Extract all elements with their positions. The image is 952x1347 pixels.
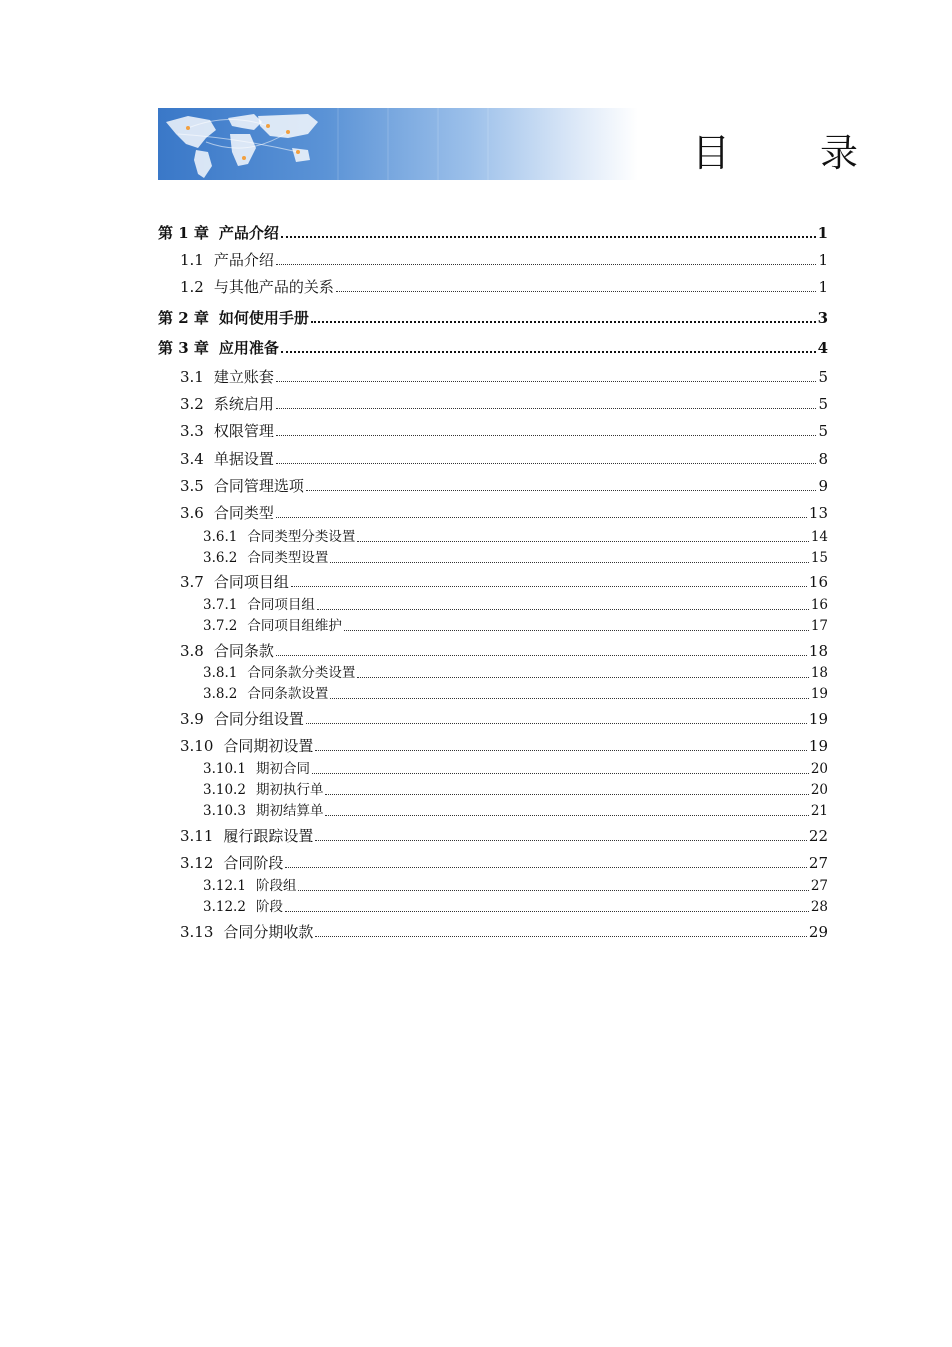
toc-page-number: 1 [818, 251, 828, 269]
toc-entry-label [180, 829, 313, 844]
dot-leader [315, 750, 806, 751]
toc-entry-text: 合同项目组维护 [247, 618, 342, 634]
toc-page-number: 21 [810, 803, 828, 819]
toc-entry-text: 合同类型 [213, 504, 274, 522]
dot-leader [325, 815, 808, 816]
toc-page-number: 22 [808, 827, 828, 845]
dot-leader [336, 291, 817, 292]
toc-entry-number: 3.10.3 [203, 803, 246, 819]
toc-entry-label [203, 667, 355, 681]
toc-entry-number: 3.10 [180, 737, 214, 755]
toc-entry[interactable] [158, 424, 828, 439]
dot-leader [330, 698, 808, 699]
toc-entry-text: 合同条款分类设置 [247, 665, 356, 681]
toc-entry-label [180, 397, 274, 412]
toc-entry-number: 3.5 [180, 477, 204, 495]
toc-page-number: 16 [810, 597, 828, 613]
toc-entry[interactable] [158, 763, 828, 777]
dot-leader [276, 408, 817, 409]
toc-entry-text: 产品介绍 [213, 251, 274, 269]
toc-entry[interactable] [158, 575, 828, 590]
toc-entry-number: 3.3 [180, 422, 204, 440]
toc-entry-label [180, 253, 274, 268]
toc-entry[interactable] [158, 667, 828, 681]
toc-entry[interactable] [158, 370, 828, 385]
dot-leader [317, 609, 809, 610]
toc-entry-number: 第 2 章 [158, 309, 209, 327]
toc-page-number: 17 [810, 618, 828, 634]
toc-entry-text: 合同条款设置 [247, 686, 329, 702]
toc-page-number: 5 [818, 368, 828, 386]
toc-entry-label [203, 531, 355, 545]
toc-entry[interactable] [158, 644, 828, 659]
toc-entry-text: 系统启用 [213, 395, 274, 413]
toc-entry-text: 产品介绍 [218, 224, 279, 242]
toc-page-number: 4 [817, 339, 828, 357]
toc-page-number: 1 [817, 224, 828, 242]
dot-leader [306, 490, 817, 491]
toc-entry-number: 第 3 章 [158, 339, 209, 357]
toc-entry-text: 履行跟踪设置 [223, 827, 314, 845]
toc-entry-number: 3.2 [180, 395, 204, 413]
toc-page-number: 13 [808, 504, 828, 522]
toc-entry-number: 3.6 [180, 504, 204, 522]
toc-entry[interactable] [158, 829, 828, 844]
dot-leader [315, 840, 806, 841]
toc-page-number: 19 [808, 710, 828, 728]
dot-leader [298, 890, 808, 891]
toc-entry-text: 合同类型设置 [247, 550, 329, 566]
dot-leader [276, 463, 817, 464]
toc-page-number: 18 [810, 665, 828, 681]
toc-page-number: 8 [818, 450, 828, 468]
toc-page-number: 5 [818, 395, 828, 413]
dot-leader [357, 541, 808, 542]
toc-entry-number: 3.12.2 [203, 899, 246, 915]
toc-page-number: 18 [808, 642, 828, 660]
toc-entry-label [203, 784, 323, 798]
toc-entry-number: 3.8 [180, 642, 204, 660]
dot-leader [344, 630, 809, 631]
toc-entry-text: 阶段 [255, 899, 283, 915]
toc-entry-number: 3.10.1 [203, 761, 246, 777]
toc-entry[interactable] [158, 620, 828, 634]
toc-entry-label [180, 479, 304, 494]
toc-entry-label [203, 805, 323, 819]
toc-entry-label [158, 341, 279, 356]
toc-entry-number: 第 1 章 [158, 224, 209, 242]
toc-page-number: 14 [810, 529, 828, 545]
dot-leader [315, 936, 806, 937]
toc-page-number: 1 [818, 278, 828, 296]
dot-leader [291, 586, 807, 587]
toc-entry-number: 3.7.1 [203, 597, 238, 613]
toc-entry[interactable] [158, 805, 828, 819]
toc-entry-number: 3.8.1 [203, 665, 238, 681]
toc-entry-label [180, 506, 274, 521]
toc-entry[interactable] [158, 311, 828, 326]
toc-entry-number: 3.4 [180, 450, 204, 468]
world-map-icon [158, 108, 638, 180]
toc-entry-number: 3.1 [180, 368, 204, 386]
toc-entry[interactable] [158, 479, 828, 494]
dot-leader [330, 562, 808, 563]
toc-entry-text: 阶段组 [255, 878, 297, 894]
toc-entry[interactable] [158, 397, 828, 412]
toc-entry-text: 如何使用手册 [218, 309, 309, 327]
toc-page-number: 20 [810, 761, 828, 777]
dot-leader [285, 867, 806, 868]
toc-page-number: 20 [810, 782, 828, 798]
toc-entry[interactable] [158, 341, 828, 356]
toc-entry-label [180, 712, 304, 727]
toc-entry-text: 期初结算单 [255, 803, 324, 819]
dot-leader [276, 517, 807, 518]
toc-entry-text: 合同分期收款 [223, 923, 314, 941]
toc-page-number: 28 [810, 899, 828, 915]
toc-page-number: 19 [808, 737, 828, 755]
toc-entry-label [180, 739, 313, 754]
dot-leader [276, 435, 817, 436]
page-title: 目 录 [692, 131, 885, 175]
toc-entry-text: 建立账套 [213, 368, 274, 386]
toc-entry[interactable] [158, 452, 828, 467]
toc-entry[interactable] [158, 856, 828, 871]
toc-entry[interactable] [158, 599, 828, 613]
toc-page-number: 27 [810, 878, 828, 894]
toc-entry-text: 合同项目组 [213, 573, 289, 591]
toc-entry-label [180, 856, 283, 871]
toc-entry-label [180, 644, 274, 659]
toc-entry-text: 合同分组设置 [213, 710, 304, 728]
toc-entry[interactable] [158, 784, 828, 798]
toc-entry[interactable] [158, 925, 828, 940]
toc-entry-label [180, 424, 274, 439]
toc-entry-number: 3.6.2 [203, 550, 238, 566]
dot-leader [312, 773, 809, 774]
toc-entry-label [203, 880, 296, 894]
toc-entry-label [158, 311, 309, 326]
toc-entry-label [203, 763, 310, 777]
toc-entry-number: 3.12 [180, 854, 214, 872]
dot-leader [306, 723, 807, 724]
toc-entry[interactable] [158, 552, 828, 566]
toc-entry-text: 期初执行单 [255, 782, 324, 798]
toc-entry-label [203, 901, 283, 915]
toc-entry-label [180, 452, 274, 467]
toc-entry-number: 3.11 [180, 827, 214, 845]
toc-entry[interactable] [158, 226, 828, 241]
toc-entry-text: 期初合同 [255, 761, 310, 777]
toc-entry-label [203, 688, 328, 702]
toc-entry-text: 合同项目组 [247, 597, 315, 613]
dot-leader [311, 321, 816, 323]
toc-entry-number: 3.9 [180, 710, 204, 728]
dot-leader [276, 381, 817, 382]
dot-leader [285, 911, 809, 912]
toc-page-number: 27 [808, 854, 828, 872]
toc-page-number: 16 [808, 573, 828, 591]
toc-entry-label [203, 620, 342, 634]
toc-entry-text: 合同管理选项 [213, 477, 304, 495]
toc-entry[interactable] [158, 506, 828, 521]
toc-entry-text: 权限管理 [213, 422, 274, 440]
dot-leader [357, 677, 808, 678]
dot-leader [281, 236, 816, 238]
toc-entry-number: 3.12.1 [203, 878, 246, 894]
toc-entry[interactable] [158, 901, 828, 915]
toc-entry-number: 3.8.2 [203, 686, 238, 702]
world-map-banner [158, 108, 638, 180]
toc-entry[interactable] [158, 688, 828, 702]
toc-entry-label [180, 370, 274, 385]
toc-entry-label [203, 552, 328, 566]
toc-entry-text: 合同条款 [213, 642, 274, 660]
toc-entry[interactable] [158, 531, 828, 545]
toc-page-number: 29 [808, 923, 828, 941]
toc-entry-text: 与其他产品的关系 [213, 278, 334, 296]
toc-entry-label [180, 575, 289, 590]
toc-entry-text: 合同类型分类设置 [247, 529, 356, 545]
toc-entry-text: 单据设置 [213, 450, 274, 468]
toc-entry-number: 3.7 [180, 573, 204, 591]
dot-leader [281, 351, 816, 353]
toc-entry-number: 1.2 [180, 278, 204, 296]
toc-page-number: 15 [810, 550, 828, 566]
toc-page-number: 19 [810, 686, 828, 702]
toc-entry-label [180, 925, 313, 940]
toc-entry-label [180, 280, 334, 295]
toc-page-number: 5 [818, 422, 828, 440]
toc-entry-number: 1.1 [180, 251, 204, 269]
toc-entry[interactable] [158, 280, 828, 295]
toc-entry-label [158, 226, 279, 241]
toc-entry-number: 3.7.2 [203, 618, 238, 634]
toc-page-number: 3 [817, 309, 828, 327]
toc-entry[interactable] [158, 880, 828, 894]
toc-entry[interactable] [158, 712, 828, 727]
toc-entry-number: 3.10.2 [203, 782, 246, 798]
dot-leader [325, 794, 808, 795]
toc-entry-number: 3.6.1 [203, 529, 238, 545]
toc-entry-text: 应用准备 [218, 339, 279, 357]
toc-entry[interactable] [158, 253, 828, 268]
dot-leader [276, 655, 807, 656]
toc-entry[interactable] [158, 739, 828, 754]
toc-entry-label [203, 599, 315, 613]
toc-page-number: 9 [818, 477, 828, 495]
toc-entry-text: 合同期初设置 [223, 737, 314, 755]
toc-entry-text: 合同阶段 [223, 854, 284, 872]
toc-entry-number: 3.13 [180, 923, 214, 941]
dot-leader [276, 264, 817, 265]
